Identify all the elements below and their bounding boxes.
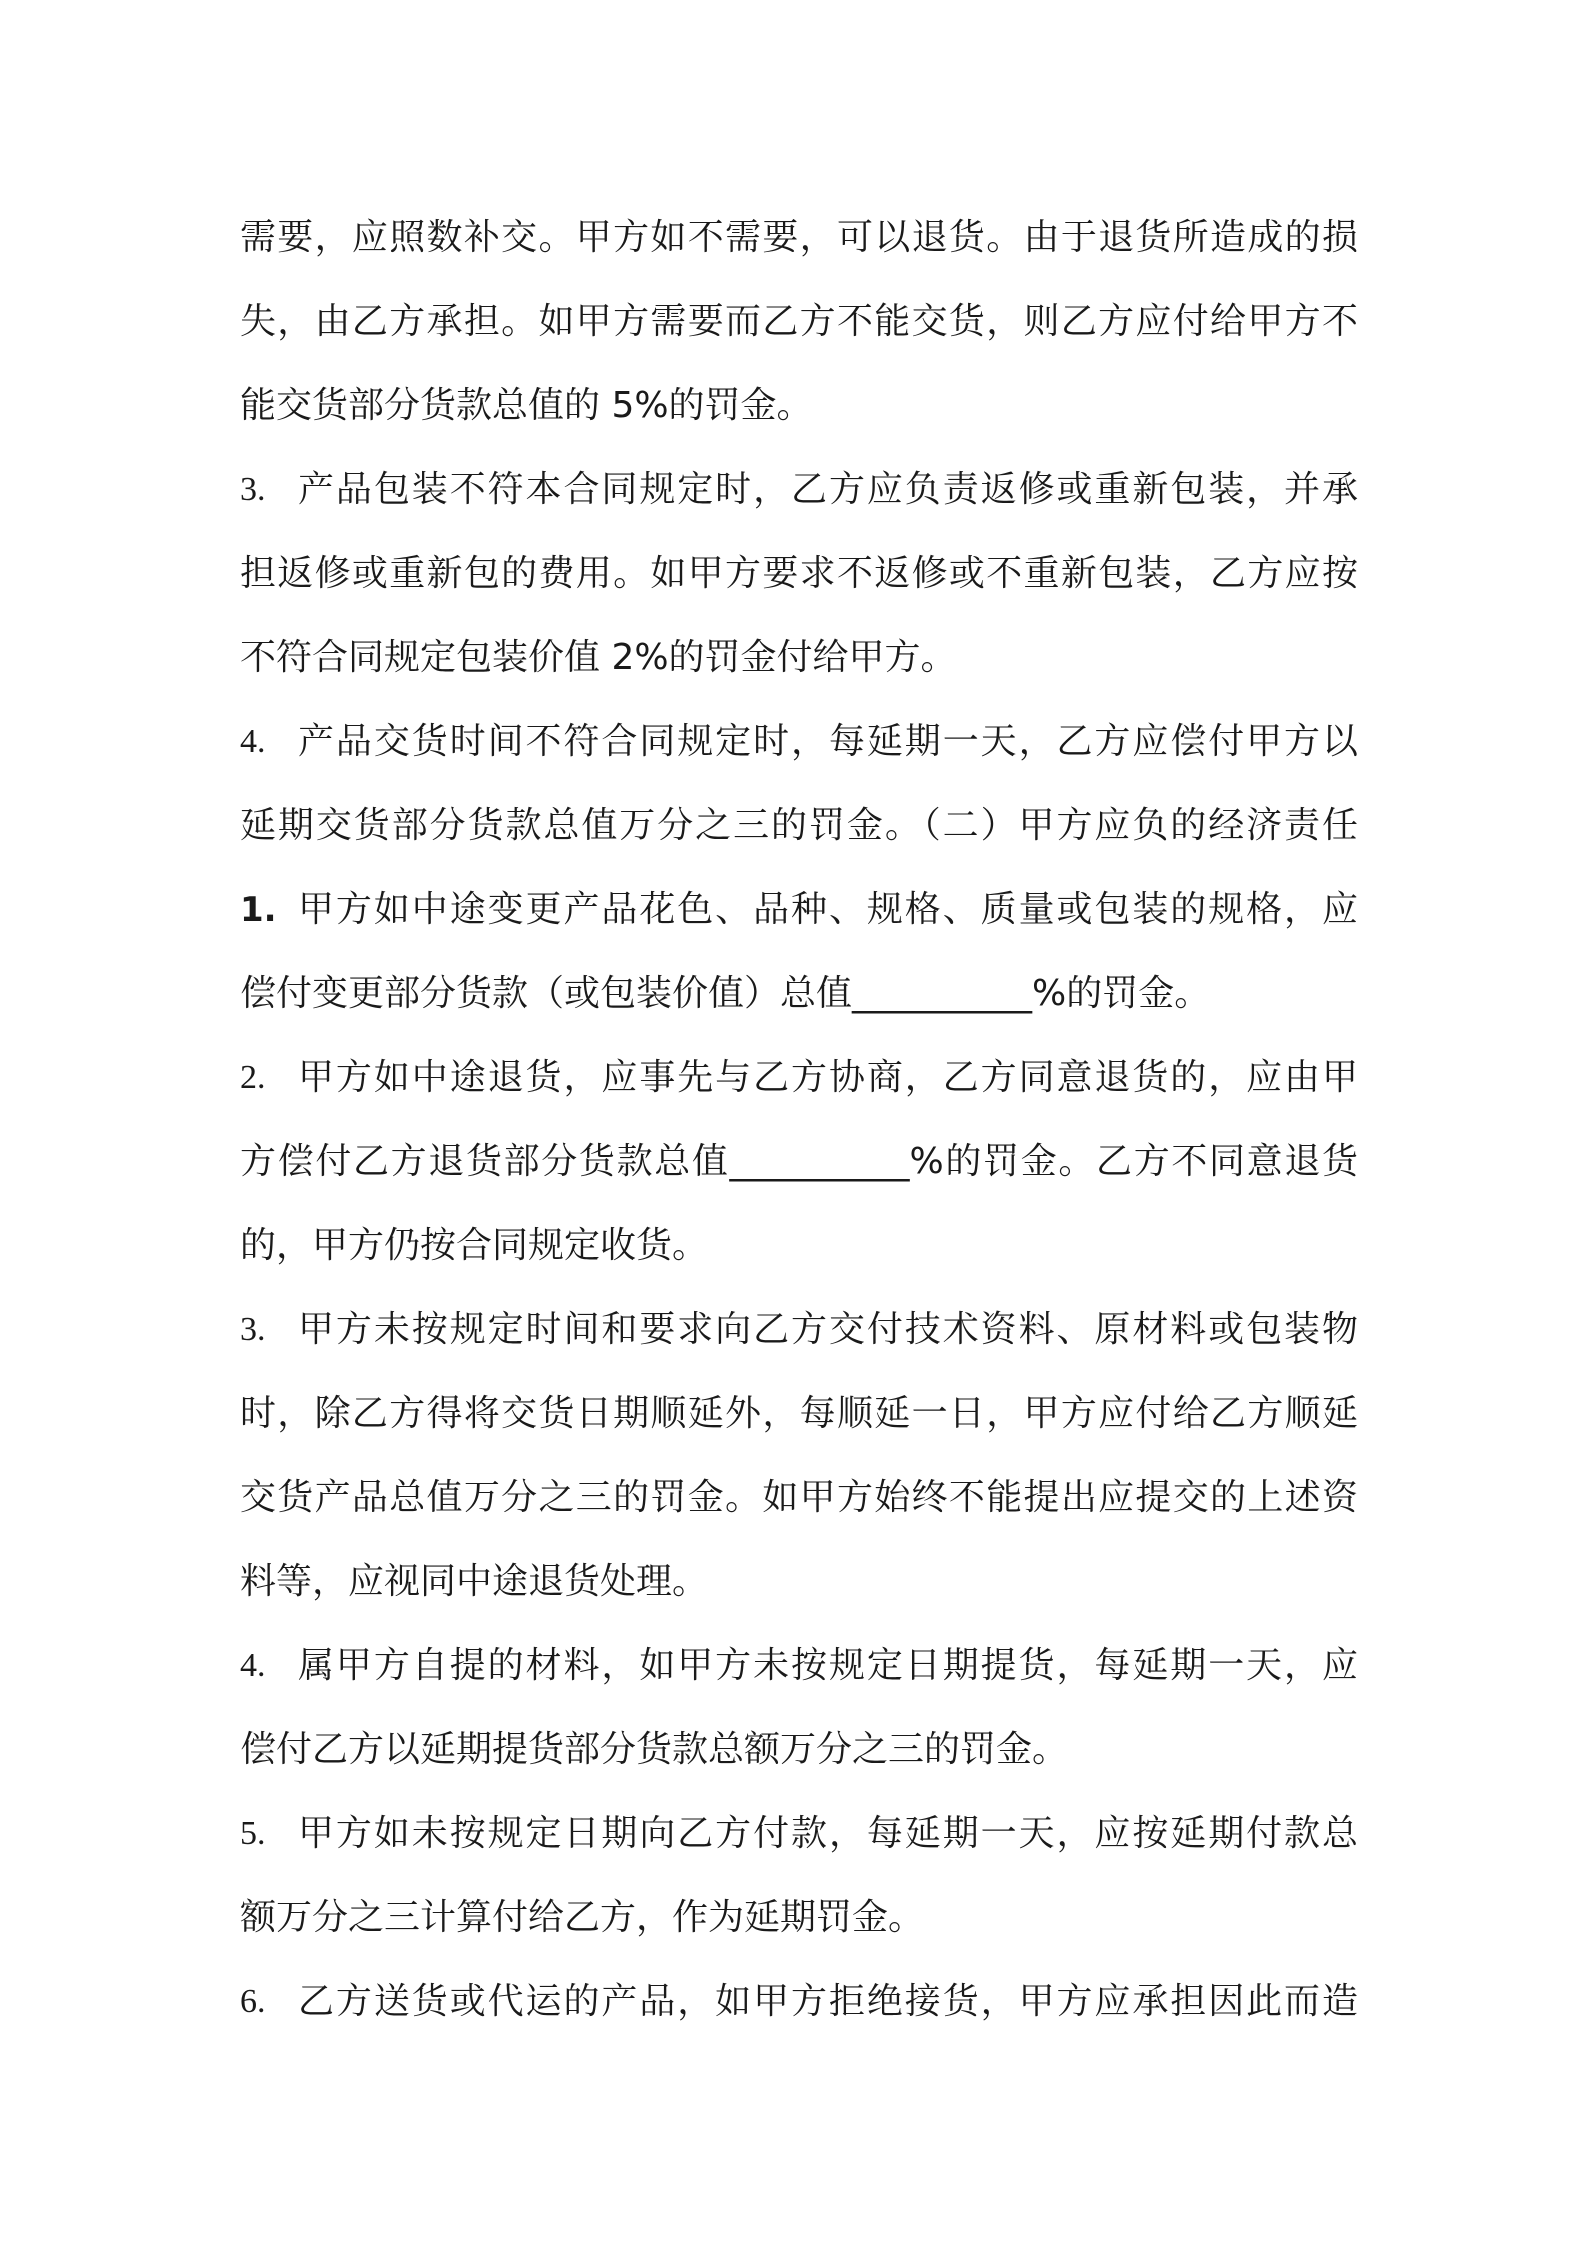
line-text: 不符合同规定包装价值 2%的罚金付给甲方。: [240, 637, 957, 678]
paragraph-line: [240, 1204, 1358, 1288]
paragraph-line: [240, 196, 1358, 280]
paragraph-line: [240, 1120, 1358, 1204]
line-text: 属甲方自提的材料，如甲方未按规定日期提货，每延期一天，应: [298, 1645, 1358, 1686]
line-text: 担返修或重新包的费用。如甲方要求不返修或不重新包装，乙方应按: [240, 553, 1358, 594]
paragraph-line: [240, 1960, 1358, 2044]
paragraph-line: [240, 784, 1358, 868]
line-text: 料等，应视同中途退货处理。: [240, 1561, 709, 1602]
line-text: 交货产品总值万分之三的罚金。如甲方始终不能提出应提交的上述资: [240, 1477, 1358, 1518]
item-number: 1.: [240, 890, 277, 930]
document-body: [240, 196, 1358, 2044]
line-text: 额万分之三计算付给乙方，作为延期罚金。: [240, 1897, 925, 1938]
paragraph-line: [240, 616, 1358, 700]
item-number: 5.: [240, 1815, 266, 1852]
line-text: 失，由乙方承担。如甲方需要而乙方不能交货，则乙方应付给甲方不: [240, 301, 1358, 342]
paragraph-line: [240, 700, 1358, 784]
line-text: 的，甲方仍按合同规定收货。: [240, 1225, 709, 1266]
item-number: 2.: [240, 1059, 266, 1096]
line-text: 偿付乙方以延期提货部分货款总额万分之三的罚金。: [240, 1729, 1069, 1770]
paragraph-line: [240, 1456, 1358, 1540]
paragraph-line: [240, 532, 1358, 616]
line-text: 甲方未按规定时间和要求向乙方交付技术资料、原材料或包装物: [298, 1309, 1358, 1350]
paragraph-line: [240, 1036, 1358, 1120]
paragraph-line: [240, 280, 1358, 364]
line-text: 甲方如中途变更产品花色、品种、规格、质量或包装的规格，应: [298, 889, 1358, 930]
paragraph-line: [240, 952, 1358, 1036]
line-text: 甲方如中途退货，应事先与乙方协商，乙方同意退货的，应由甲: [298, 1057, 1358, 1098]
paragraph-line: [240, 1624, 1358, 1708]
paragraph-line: [240, 1876, 1358, 1960]
line-text: 乙方送货或代运的产品，如甲方拒绝接货，甲方应承担因此而造: [298, 1981, 1358, 2022]
paragraph-line: [240, 1288, 1358, 1372]
line-text: 能交货部分货款总值的 5%的罚金。: [240, 385, 813, 426]
item-number: 3.: [240, 471, 266, 508]
line-text: 延期交货部分货款总值万分之三的罚金。（二）甲方应负的经济责任: [240, 805, 1358, 846]
line-text: 需要，应照数补交。甲方如不需要，可以退货。由于退货所造成的损: [240, 217, 1358, 258]
paragraph-line: [240, 1792, 1358, 1876]
item-number: 6.: [240, 1983, 266, 2020]
item-number: 4.: [240, 1647, 266, 1684]
item-number: 4.: [240, 723, 266, 760]
line-text: 偿付变更部分货款（或包装价值）总值__________%的罚金。: [240, 973, 1211, 1014]
paragraph-line: [240, 364, 1358, 448]
line-text: 时，除乙方得将交货日期顺延外，每顺延一日，甲方应付给乙方顺延: [240, 1393, 1358, 1434]
item-number: 3.: [240, 1311, 266, 1348]
paragraph-line: [240, 868, 1358, 952]
paragraph-line: [240, 1372, 1358, 1456]
paragraph-line: [240, 1540, 1358, 1624]
line-text: 产品包装不符本合同规定时，乙方应负责返修或重新包装，并承: [298, 469, 1358, 510]
line-text: 甲方如未按规定日期向乙方付款，每延期一天，应按延期付款总: [298, 1813, 1358, 1854]
paragraph-line: [240, 1708, 1358, 1792]
line-text: 产品交货时间不符合同规定时，每延期一天，乙方应偿付甲方以: [298, 721, 1358, 762]
paragraph-line: [240, 448, 1358, 532]
line-text: 方偿付乙方退货部分货款总值__________%的罚金。乙方不同意退货: [240, 1141, 1358, 1182]
